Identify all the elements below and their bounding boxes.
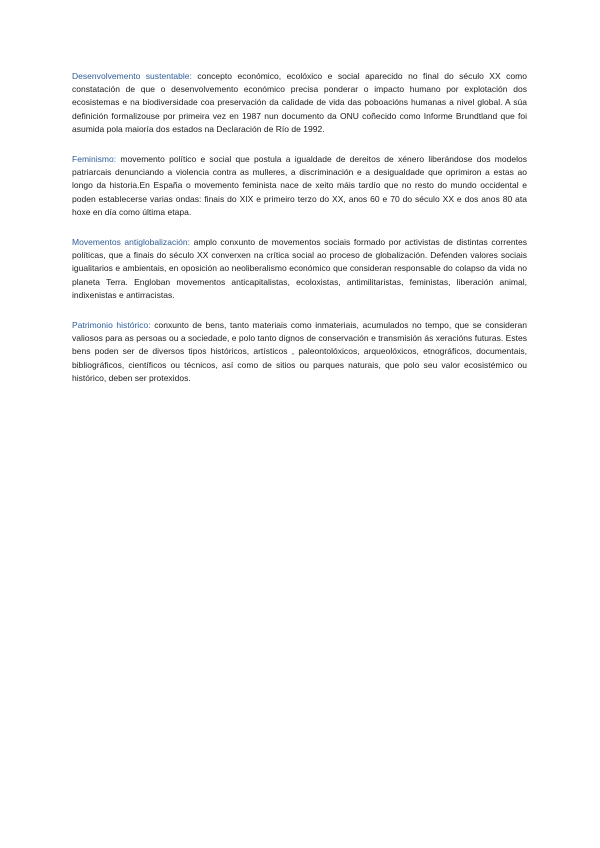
glossary-term: Feminismo: xyxy=(72,154,117,165)
glossary-entry-feminismo xyxy=(72,153,527,219)
glossary-definition: amplo conxunto de movementos sociais formado por activistas de distintas correntes políticas, que a finais do século XX converxen na crítica social ao proceso de globalización. Defenden valores sociais igualitarios e ambientais, en oposición ao neoliberalismo económico que consideran responsable do colapso da vida no planeta Terra. Engloban movementos anticapitalistas, ecoloxistas, antimilitaristas, feministas, liberación animal, indixenistas e antirracistas. xyxy=(72,237,528,300)
glossary-term: Patrimonio histórico: xyxy=(72,320,151,331)
glossary-page xyxy=(72,70,527,402)
glossary-entry-desenvolvemento-sustentable xyxy=(72,70,527,136)
glossary-definition: concepto económico, ecolóxico e social aparecido no final do século XX como constatación de que o desenvolvemento económico precisa ponderar o impacto humano por explotación dos ecosistemas e na biodiversidade coa preservación da calidade de vida das poboacións humanas a nivel global. A súa definición formalizouse por primeira vez en 1987 nun documento da ONU coñecido como Informe Brundtland que foi asumida pola maioría dos estados na Declaración de Río de 1992. xyxy=(72,71,528,134)
glossary-entry-movementos-antiglobalizacion xyxy=(72,236,527,302)
glossary-definition: conxunto de bens, tanto materiais como inmateriais, acumulados no tempo, que se consideran valiosos para as persoas ou a sociedade, e polo tanto dignos de conservación e transmisión ás xeracións futuras. Estes bens poden ser de diversos tipos históricos, artísticos , paleontolóxicos, arqueolóxicos, etnográficos, documentais, bibliográficos, científicos ou técnicos, así como de sitios ou parques naturais, que polo seu valor ecosistémico ou histórico, deben ser protexidos. xyxy=(72,320,527,383)
glossary-entry-patrimonio-historico xyxy=(72,319,527,385)
glossary-term: Desenvolvemento sustentable: xyxy=(72,71,192,81)
glossary-term: Movementos antiglobalización: xyxy=(72,237,191,248)
glossary-definition: movemento político e social que postula a igualdade de dereitos de xénero liberándose dos modelos patriarcais denunciando a violencia contra as mulleres, a discriminación e a desigualdade que oprimiron a estas ao longo da historia.En España o movemento feminista nace de xeito máis tardío que no resto do mundo occidental e poden establecerse varias ondas: finais do XIX e primeiro terzo do XX, anos 60 e 70 do século XX e dos anos 80 ata hoxe en día como última etapa. xyxy=(72,154,527,217)
